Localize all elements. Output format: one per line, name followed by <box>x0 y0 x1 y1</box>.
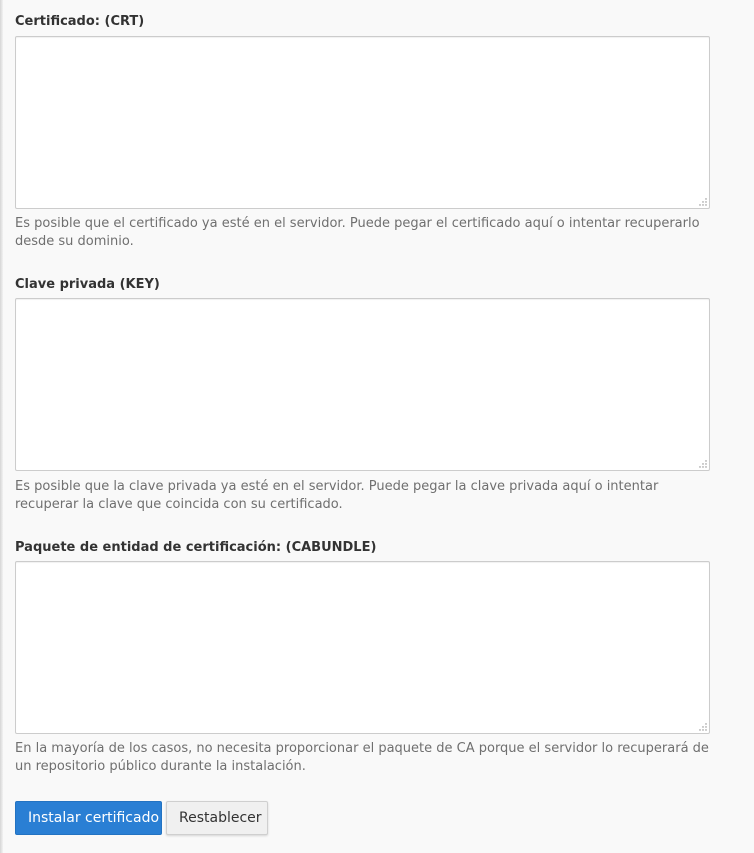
cabundle-textarea-container <box>15 561 710 734</box>
crt-textarea[interactable] <box>16 37 709 208</box>
cabundle-help-text: En la mayoría de los casos, no necesita proporcionar el paquete de CA porque el servidor lo recuperará de un repositorio público durante la instalación. <box>15 741 709 774</box>
cabundle-label: Paquete de entidad de certificación: (CABUNDLE) <box>15 540 377 555</box>
key-label: Clave privada (KEY) <box>15 277 160 292</box>
page-left-border <box>0 0 3 853</box>
crt-label: Certificado: (CRT) <box>15 14 145 29</box>
key-help-text: Es posible que la clave privada ya esté en el servidor. Puede pegar la clave privada aquí o intentar recuperar la clave que coincida con su certificado. <box>15 479 659 512</box>
resize-grip-icon[interactable] <box>699 198 707 206</box>
crt-help-text: Es posible que el certificado ya esté en el servidor. Puede pegar el certificado aquí o intentar recuperarlo desde su dominio. <box>15 216 700 249</box>
key-textarea-container <box>15 298 710 471</box>
install-certificate-button[interactable]: Instalar certificado <box>15 801 162 835</box>
resize-grip-icon[interactable] <box>699 460 707 468</box>
resize-grip-icon[interactable] <box>699 723 707 731</box>
crt-textarea-container <box>15 36 710 209</box>
cabundle-textarea[interactable] <box>16 562 709 733</box>
key-textarea[interactable] <box>16 299 709 470</box>
reset-button[interactable]: Restablecer <box>166 801 268 835</box>
